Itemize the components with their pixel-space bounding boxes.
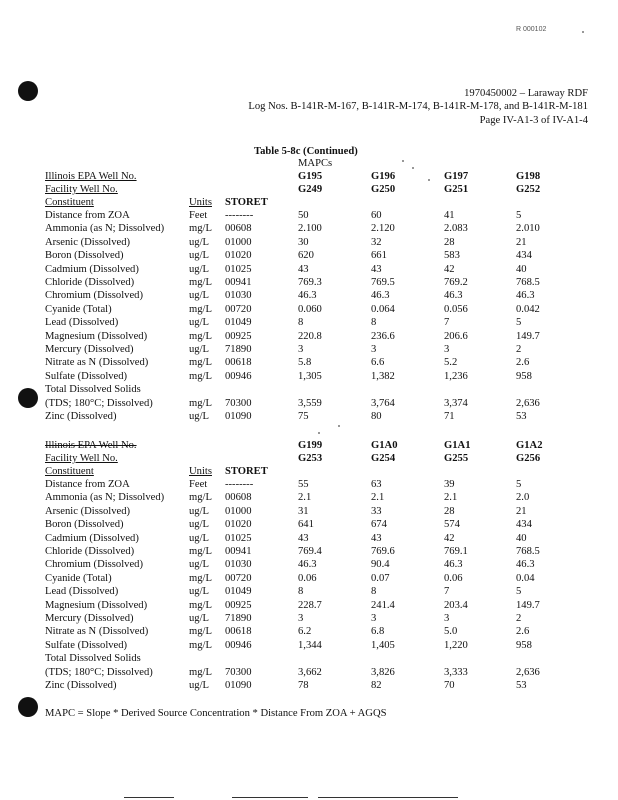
value-cell: 3,826 <box>371 666 395 678</box>
value-cell: 1,382 <box>371 370 395 382</box>
constituent-name: Chromium (Dissolved) <box>45 559 143 571</box>
value-cell: 574 <box>444 519 460 531</box>
value-cell: 46.3 <box>516 290 535 302</box>
value-cell: 40 <box>516 532 527 544</box>
well-id: G253 <box>298 453 323 464</box>
value-cell: 8 <box>298 317 304 329</box>
constituent-name: Cadmium (Dissolved) <box>45 263 139 275</box>
value-cell: 55 <box>298 479 309 490</box>
scan-speck <box>412 167 414 169</box>
well-id: G255 <box>444 453 469 464</box>
value-cell: 0.06 <box>298 572 317 584</box>
well-id: G250 <box>371 184 396 195</box>
value-cell: 5 <box>516 586 522 598</box>
value-cell: 3,764 <box>371 397 395 409</box>
value-cell: 3 <box>371 344 377 355</box>
units-cell: ug/L <box>189 519 210 531</box>
storet-cell: -------- <box>225 210 254 221</box>
storet-cell: 01025 <box>225 532 252 544</box>
constituent-header: Constituent <box>45 197 94 208</box>
value-cell: 60 <box>371 210 382 221</box>
table-row <box>0 399 618 412</box>
units-cell: mg/L <box>189 546 212 557</box>
value-cell: 46.3 <box>298 559 317 571</box>
units-cell: ug/L <box>189 263 210 275</box>
well-id: G252 <box>516 184 541 195</box>
footnote: MAPC = Slope * Derived Source Concentration * Distance From ZOA + AGQS <box>45 708 387 719</box>
constituent-name: Cyanide (Total) <box>45 303 112 315</box>
value-cell: 958 <box>516 370 532 382</box>
value-cell: 5 <box>516 210 522 221</box>
units-cell: mg/L <box>189 572 212 584</box>
constituent-name: Chloride (Dissolved) <box>45 277 135 288</box>
value-cell: 2 <box>516 344 522 355</box>
value-cell: 3,559 <box>298 397 322 409</box>
scan-speck <box>318 432 320 434</box>
value-cell: 82 <box>371 680 382 691</box>
constituent-name: (TDS; 180°C; Dissolved) <box>45 666 153 678</box>
constituent-name: Zinc (Dissolved) <box>45 680 117 691</box>
storet-cell: 00618 <box>225 357 252 369</box>
value-cell: 661 <box>371 250 387 262</box>
value-cell: 28 <box>444 505 455 517</box>
units-cell: mg/L <box>189 492 212 504</box>
units-cell: ug/L <box>189 411 210 422</box>
table-row <box>0 412 618 425</box>
value-cell: 1,344 <box>298 639 322 651</box>
storet-cell: 00608 <box>225 492 252 504</box>
table-row <box>0 480 618 493</box>
value-cell: 0.04 <box>516 572 535 584</box>
tds-label: Total Dissolved Solids <box>45 384 141 396</box>
table-row <box>0 614 618 627</box>
table-row <box>0 211 618 224</box>
tds-label-row <box>0 654 618 667</box>
value-cell: 5 <box>516 317 522 329</box>
value-cell: 53 <box>516 680 527 691</box>
table-row <box>0 278 618 291</box>
value-cell: 434 <box>516 250 532 262</box>
value-cell: 0.042 <box>516 303 540 315</box>
constituent-name: Arsenic (Dissolved) <box>45 505 131 517</box>
units-cell: mg/L <box>189 626 212 638</box>
value-cell: 21 <box>516 505 527 517</box>
well-id: G256 <box>516 453 541 464</box>
constituent-name: (TDS; 180°C; Dissolved) <box>45 397 153 409</box>
units-cell: ug/L <box>189 344 210 355</box>
value-cell: 43 <box>298 263 309 275</box>
storet-cell: 01090 <box>225 680 252 691</box>
units-cell: ug/L <box>189 586 210 598</box>
table-row <box>0 318 618 331</box>
units-cell: Feet <box>189 479 208 490</box>
constituent-name: Cyanide (Total) <box>45 572 112 584</box>
value-cell: 583 <box>444 250 460 262</box>
value-cell: 5 <box>516 479 522 490</box>
constituent-name: Boron (Dissolved) <box>45 250 124 262</box>
value-cell: 2.100 <box>298 223 322 235</box>
value-cell: 241.4 <box>371 599 395 611</box>
value-cell: 769.4 <box>298 546 322 557</box>
value-cell: 6.2 <box>298 626 312 638</box>
value-cell: 2.6 <box>516 357 530 369</box>
table-row <box>0 627 618 640</box>
units-header: Units <box>189 466 212 477</box>
value-cell: 50 <box>298 210 309 221</box>
value-cell: 768.5 <box>516 277 540 288</box>
storet-cell: 00925 <box>225 599 252 611</box>
value-cell: 0.07 <box>371 572 390 584</box>
units-cell: ug/L <box>189 613 210 624</box>
well-id: G198 <box>516 171 541 182</box>
storet-cell: 01090 <box>225 411 252 422</box>
value-cell: 7 <box>444 317 450 329</box>
value-cell: 674 <box>371 519 387 531</box>
value-cell: 53 <box>516 411 527 422</box>
well-id: G1A2 <box>516 440 543 451</box>
units-cell: ug/L <box>189 559 210 571</box>
table-row <box>0 574 618 587</box>
constituent-name: Chromium (Dissolved) <box>45 290 143 302</box>
table-row <box>0 493 618 506</box>
units-cell: mg/L <box>189 397 212 409</box>
scan-speck <box>582 31 584 33</box>
value-cell: 769.5 <box>371 277 395 288</box>
value-cell: 0.06 <box>444 572 463 584</box>
storet-cell: 01025 <box>225 263 252 275</box>
storet-cell: 00941 <box>225 277 252 288</box>
value-cell: 3 <box>298 344 304 355</box>
value-cell: 2,636 <box>516 666 540 678</box>
value-cell: 0.056 <box>444 303 468 315</box>
value-cell: 2 <box>516 613 522 624</box>
value-cell: 7 <box>444 586 450 598</box>
value-cell: 46.3 <box>444 559 463 571</box>
units-cell: mg/L <box>189 357 212 369</box>
constituent-name: Distance from ZOA <box>45 210 130 221</box>
value-cell: 769.3 <box>298 277 322 288</box>
units-cell: ug/L <box>189 532 210 544</box>
units-cell: mg/L <box>189 666 212 678</box>
storet-cell: 71890 <box>225 344 252 355</box>
constituent-name: Mercury (Dissolved) <box>45 613 134 624</box>
value-cell: 63 <box>371 479 382 490</box>
value-cell: 71 <box>444 411 455 422</box>
value-cell: 31 <box>298 505 309 517</box>
value-cell: 3,333 <box>444 666 468 678</box>
constituent-name: Ammonia (as N; Dissolved) <box>45 492 165 504</box>
value-cell: 78 <box>298 680 309 691</box>
value-cell: 149.7 <box>516 599 540 611</box>
constituent-name: Boron (Dissolved) <box>45 519 124 531</box>
value-cell: 46.3 <box>371 290 390 302</box>
units-cell: mg/L <box>189 303 212 315</box>
value-cell: 0.060 <box>298 303 322 315</box>
value-cell: 30 <box>298 236 309 248</box>
facility-well-label: Facility Well No. <box>45 184 118 195</box>
value-cell: 220.8 <box>298 330 322 342</box>
value-cell: 3 <box>444 344 450 355</box>
table-row <box>0 560 618 573</box>
storet-header: STORET <box>225 466 268 477</box>
document-stamp: R 000102 <box>516 26 547 33</box>
value-cell: 1,220 <box>444 639 468 651</box>
table-row <box>0 332 618 345</box>
value-cell: 5.2 <box>444 357 458 369</box>
value-cell: 46.3 <box>444 290 463 302</box>
header-page-number: Page IV-A1-3 of IV-A1-4 <box>479 115 588 126</box>
units-cell: ug/L <box>189 317 210 329</box>
value-cell: 769.2 <box>444 277 468 288</box>
value-cell: 236.6 <box>371 330 395 342</box>
storet-cell: 00925 <box>225 330 252 342</box>
well-id: G1A1 <box>444 440 471 451</box>
table-row <box>0 238 618 251</box>
constituent-name: Magnesium (Dissolved) <box>45 330 148 342</box>
footer-rule <box>124 797 174 798</box>
table-row <box>0 668 618 681</box>
units-cell: mg/L <box>189 330 212 342</box>
storet-cell: 01000 <box>225 505 252 517</box>
storet-cell: 70300 <box>225 666 252 678</box>
value-cell: 2.6 <box>516 626 530 638</box>
storet-cell: 00941 <box>225 546 252 557</box>
well-id: G199 <box>298 440 323 451</box>
value-cell: 41 <box>444 210 455 221</box>
value-cell: 2.1 <box>444 492 458 504</box>
constituent-name: Mercury (Dissolved) <box>45 344 134 355</box>
value-cell: 203.4 <box>444 599 468 611</box>
value-cell: 206.6 <box>444 330 468 342</box>
value-cell: 228.7 <box>298 599 322 611</box>
value-cell: 0.064 <box>371 303 395 315</box>
table-row <box>0 507 618 520</box>
units-cell: mg/L <box>189 277 212 288</box>
value-cell: 1,236 <box>444 370 468 382</box>
value-cell: 620 <box>298 250 314 262</box>
value-cell: 42 <box>444 532 455 544</box>
table-row <box>0 601 618 614</box>
value-cell: 3 <box>298 613 304 624</box>
table-row <box>0 641 618 654</box>
storet-cell: 00720 <box>225 303 252 315</box>
constituent-name: Nitrate as N (Dissolved) <box>45 357 149 369</box>
value-cell: 90.4 <box>371 559 390 571</box>
value-cell: 3 <box>444 613 450 624</box>
storet-cell: 71890 <box>225 613 252 624</box>
facility-well-label: Facility Well No. <box>45 453 118 464</box>
table-row <box>0 372 618 385</box>
value-cell: 39 <box>444 479 455 490</box>
value-cell: 2.120 <box>371 223 395 235</box>
header-log-numbers: Log Nos. B-141R-M-167, B-141R-M-174, B-141R-M-178, and B-141R-M-181 <box>248 101 588 112</box>
value-cell: 40 <box>516 263 527 275</box>
binder-hole-icon <box>18 81 38 101</box>
value-cell: 33 <box>371 505 382 517</box>
tds-label: Total Dissolved Solids <box>45 653 141 665</box>
constituent-name: Ammonia (as N; Dissolved) <box>45 223 165 235</box>
constituent-header: Constituent <box>45 466 94 477</box>
value-cell: 8 <box>371 586 377 598</box>
table-row <box>0 291 618 304</box>
value-cell: 769.1 <box>444 546 468 557</box>
value-cell: 149.7 <box>516 330 540 342</box>
value-cell: 43 <box>371 263 382 275</box>
units-cell: ug/L <box>189 290 210 302</box>
value-cell: 43 <box>371 532 382 544</box>
scan-speck <box>402 160 404 162</box>
constituent-name: Chloride (Dissolved) <box>45 546 135 557</box>
value-cell: 5.0 <box>444 626 458 638</box>
units-cell: Feet <box>189 210 208 221</box>
value-cell: 46.3 <box>516 559 535 571</box>
value-cell: 641 <box>298 519 314 531</box>
epa-well-label: Illinois EPA Well No. <box>45 171 137 182</box>
value-cell: 5.8 <box>298 357 312 369</box>
value-cell: 80 <box>371 411 382 422</box>
table-row <box>0 251 618 264</box>
storet-cell: 01020 <box>225 519 252 531</box>
value-cell: 1,305 <box>298 370 322 382</box>
table-row <box>0 534 618 547</box>
storet-cell: 01030 <box>225 290 252 302</box>
storet-cell: 00720 <box>225 572 252 584</box>
well-id: G251 <box>444 184 469 195</box>
footer-rule <box>318 797 458 798</box>
value-cell: 75 <box>298 411 309 422</box>
units-cell: mg/L <box>189 223 212 235</box>
units-header: Units <box>189 197 212 208</box>
value-cell: 8 <box>298 586 304 598</box>
header-site-id: 1970450002 – Laraway RDF <box>464 88 588 99</box>
well-id: G195 <box>298 171 323 182</box>
value-cell: 2.1 <box>371 492 385 504</box>
value-cell: 6.8 <box>371 626 385 638</box>
units-cell: ug/L <box>189 250 210 262</box>
units-cell: mg/L <box>189 599 212 611</box>
footer-rule <box>232 797 308 798</box>
constituent-name: Sulfate (Dissolved) <box>45 370 128 382</box>
storet-cell: 00618 <box>225 626 252 638</box>
well-id: G196 <box>371 171 396 182</box>
well-id: G254 <box>371 453 396 464</box>
value-cell: 769.6 <box>371 546 395 557</box>
value-cell: 768.5 <box>516 546 540 557</box>
storet-cell: 01049 <box>225 586 252 598</box>
value-cell: 2.1 <box>298 492 312 504</box>
constituent-name: Sulfate (Dissolved) <box>45 639 128 651</box>
table-row <box>0 224 618 237</box>
table-row <box>0 547 618 560</box>
storet-cell: 70300 <box>225 397 252 409</box>
value-cell: 70 <box>444 680 455 691</box>
table-row <box>0 265 618 278</box>
value-cell: 1,405 <box>371 639 395 651</box>
storet-cell: 01020 <box>225 250 252 262</box>
storet-cell: -------- <box>225 479 254 490</box>
tds-label-row <box>0 385 618 398</box>
storet-cell: 01030 <box>225 559 252 571</box>
storet-header: STORET <box>225 197 268 208</box>
units-cell: mg/L <box>189 370 212 382</box>
value-cell: 3,662 <box>298 666 322 678</box>
well-id: G197 <box>444 171 469 182</box>
value-cell: 2,636 <box>516 397 540 409</box>
storet-cell: 00946 <box>225 370 252 382</box>
value-cell: 46.3 <box>298 290 317 302</box>
constituent-name: Nitrate as N (Dissolved) <box>45 626 149 638</box>
value-cell: 8 <box>371 317 377 329</box>
constituent-name: Distance from ZOA <box>45 479 130 490</box>
value-cell: 32 <box>371 236 382 248</box>
value-cell: 21 <box>516 236 527 248</box>
constituent-name: Cadmium (Dissolved) <box>45 532 139 544</box>
constituent-name: Lead (Dissolved) <box>45 317 119 329</box>
well-id: G1A0 <box>371 440 398 451</box>
table-row <box>0 587 618 600</box>
mapcs-label: MAPCs <box>298 158 333 169</box>
value-cell: 2.0 <box>516 492 530 504</box>
value-cell: 3 <box>371 613 377 624</box>
table-row <box>0 358 618 371</box>
constituent-name: Lead (Dissolved) <box>45 586 119 598</box>
value-cell: 3,374 <box>444 397 468 409</box>
value-cell: 2.083 <box>444 223 468 235</box>
table-row <box>0 520 618 533</box>
value-cell: 43 <box>298 532 309 544</box>
constituent-name: Zinc (Dissolved) <box>45 411 117 422</box>
value-cell: 6.6 <box>371 357 385 369</box>
units-cell: ug/L <box>189 505 210 517</box>
value-cell: 42 <box>444 263 455 275</box>
units-cell: ug/L <box>189 236 210 248</box>
table-row <box>0 305 618 318</box>
constituent-name: Magnesium (Dissolved) <box>45 599 148 611</box>
value-cell: 434 <box>516 519 532 531</box>
table-title: Table 5-8c (Continued) <box>254 146 358 157</box>
value-cell: 958 <box>516 639 532 651</box>
table-row <box>0 681 618 694</box>
binder-hole-icon <box>18 697 38 717</box>
value-cell: 28 <box>444 236 455 248</box>
table-row <box>0 345 618 358</box>
storet-cell: 00946 <box>225 639 252 651</box>
constituent-name: Arsenic (Dissolved) <box>45 236 131 248</box>
value-cell: 2.010 <box>516 223 540 235</box>
storet-cell: 00608 <box>225 223 252 235</box>
well-id: G249 <box>298 184 323 195</box>
storet-cell: 01049 <box>225 317 252 329</box>
storet-cell: 01000 <box>225 236 252 248</box>
units-cell: ug/L <box>189 680 210 691</box>
epa-well-label: Illinois EPA Well No. <box>45 440 137 451</box>
units-cell: mg/L <box>189 639 212 651</box>
